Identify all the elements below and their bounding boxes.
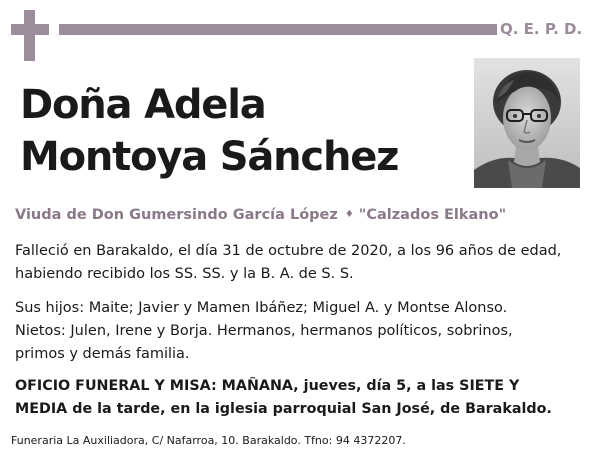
family-line-3: primos y demás familia. xyxy=(15,346,190,362)
funeral-home-footer: Funeraria La Auxiliadora, C/ Nafarroa, 10. Barakaldo. Tfno: 94 4372207. xyxy=(11,434,406,447)
funeral-paragraph xyxy=(15,375,590,421)
death-paragraph xyxy=(15,240,590,286)
death-line-1: Falleció en Barakaldo, el día 31 de octubre de 2020, a los 96 años de edad, xyxy=(15,243,562,259)
cross-icon-horizontal xyxy=(11,24,49,35)
subtitle-line xyxy=(15,205,506,225)
portrait-image xyxy=(474,58,580,188)
deceased-name xyxy=(20,79,398,183)
funeral-line-1: OFICIO FUNERAL Y MISA: MAÑANA, jueves, día 5, a las SIETE Y xyxy=(15,378,520,394)
widow-of-text: Viuda de Don Gumersindo García López xyxy=(15,207,338,223)
name-line-2: Montoya Sánchez xyxy=(20,134,399,180)
header-divider xyxy=(59,24,497,35)
family-paragraph xyxy=(15,297,590,366)
family-line-1: Sus hijos: Maite; Javier y Mamen Ibáñez; Miguel A. y Montse Alonso. xyxy=(15,300,508,316)
name-line-1: Doña Adela xyxy=(20,82,266,128)
business-name: "Calzados Elkano" xyxy=(358,207,507,223)
cross-icon-vertical xyxy=(24,10,35,61)
diamond-separator-icon: ♦ xyxy=(344,209,354,220)
funeral-line-2: MEDIA de la tarde, en la iglesia parroquial San José, de Barakaldo. xyxy=(15,401,552,417)
family-line-2: Nietos: Julen, Irene y Borja. Hermanos, hermanos políticos, sobrinos, xyxy=(15,323,513,339)
qepd-label: Q. E. P. D. xyxy=(500,20,583,38)
portrait-photo xyxy=(474,58,580,188)
death-line-2: habiendo recibido los SS. SS. y la B. A. de S. S. xyxy=(15,266,354,282)
